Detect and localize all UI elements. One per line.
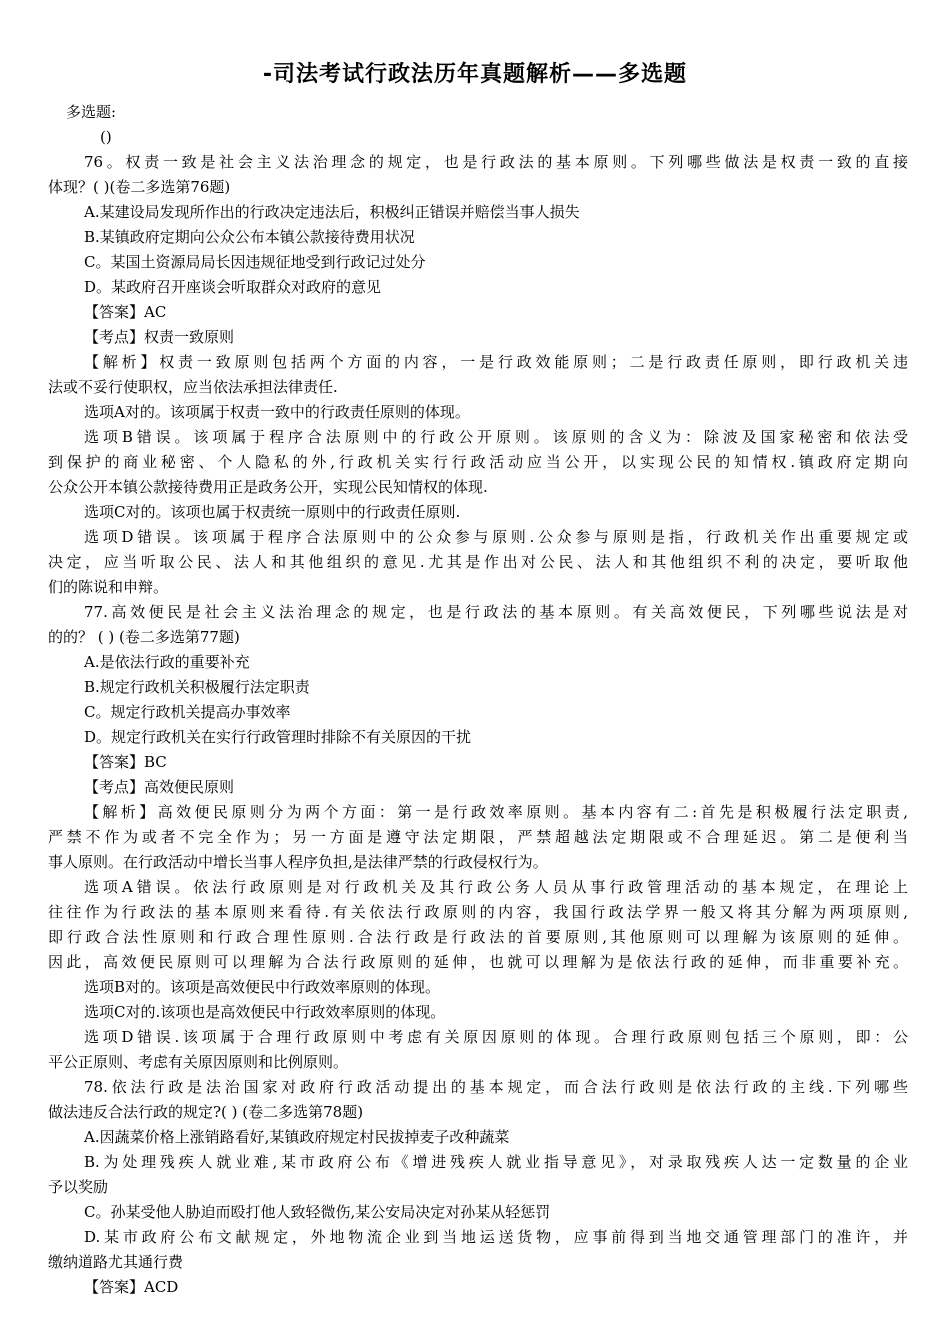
- text-line: 78.依法行政是法治国家对政府行政活动提出的基本规定，而合法行政则是依法行政的主线.下列哪些: [84, 1078, 908, 1096]
- text-line: 76。权责一致是社会主义法治理念的规定，也是行政法的基本原则。下列哪些做法是权责一致的直接: [84, 153, 908, 171]
- text-line: 决定，应当听取公民、法人和其他组织的意见.尤其是作出对公民、法人和其他组织不利的决定，要听取他: [48, 553, 908, 571]
- text-line: 【解析】高效便民原则分为两个方面：第一是行政效率原则。基本内容有二:首先是积极履行法定职责,: [84, 803, 908, 821]
- text-line: D.某市政府公布文献规定，外地物流企业到当地运送货物，应事前得到当地交通管理部门的准许，并: [84, 1228, 908, 1246]
- text-line: 【答案】ACD: [84, 1278, 179, 1296]
- text-line: 【考点】权责一致原则: [84, 328, 235, 346]
- document-body: [48, 100, 908, 1300]
- text-line: 予以奖励: [48, 1178, 109, 1196]
- text-line: 平公正原则、考虑有关原因原则和比例原则。: [48, 1053, 349, 1071]
- text-line: 即行政合法性原则和行政合理性原则.合法行政是行政法的首要原则,其他原则可以理解为该原则的延伸。: [48, 928, 908, 946]
- text-line: 法或不妥行使职权，应当依法承担法律责任.: [48, 378, 338, 396]
- text-line: 选项A对的。该项属于权责一致中的行政责任原则的体现。: [84, 403, 470, 421]
- text-line: 体现？( )(卷二多选第76题): [48, 178, 231, 196]
- text-line: 做法违反合法行政的规定?( ) (卷二多选第78题): [48, 1103, 364, 1121]
- text-line: B.规定行政机关积极履行法定职责: [84, 678, 310, 696]
- document-title: -司法考试行政法历年真题解析——多选题: [262, 62, 688, 87]
- text-line: A.因蔬菜价格上涨销路看好,某镇政府规定村民拔掉麦子改种蔬菜: [84, 1128, 510, 1146]
- text-line: D。某政府召开座谈会听取群众对政府的意见: [84, 278, 382, 296]
- text-line: 【答案】BC: [84, 753, 167, 771]
- text-line: 严禁不作为或者不完全作为；另一方面是遵守法定期限，严禁超越法定期限或不合理延迟。第二是便利当: [48, 828, 908, 846]
- text-line: 选项D错误.该项属于合理行政原则中考虑有关原因原则的体现。合理行政原则包括三个原则，即：公: [84, 1028, 908, 1046]
- text-line: C。孙某受他人胁迫而殴打他人致轻微伤,某公安局决定对孙某从轻惩罚: [84, 1203, 551, 1221]
- text-line: 77.高效便民是社会主义法治理念的规定，也是行政法的基本原则。有关高效便民，下列哪些说法是对: [84, 603, 908, 621]
- text-line: 选项A错误。依法行政原则是对行政机关及其行政公务人员从事行政管理活动的基本规定，在理论上: [84, 878, 908, 896]
- text-line: 到保护的商业秘密、个人隐私的外,行政机关实行行政活动应当公开，以实现公民的知情权.镇政府定期向: [48, 453, 908, 471]
- text-line: 【考点】高效便民原则: [84, 778, 235, 796]
- text-line: A.某建设局发现所作出的行政决定违法后，积极纠正错误并赔偿当事人损失: [84, 203, 580, 221]
- text-line: 缴纳道路尤其通行费: [48, 1253, 184, 1271]
- text-line: C。某国土资源局局长因违规征地受到行政记过处分: [84, 253, 426, 271]
- text-line: B.为处理残疾人就业难,某市政府公布《增进残疾人就业指导意见》，对录取残疾人达一定数量的企业: [84, 1153, 908, 1171]
- text-line: 选项C对的.该项也是高效便民中行政效率原则的体现。: [84, 1003, 446, 1021]
- text-line: C。规定行政机关提高办事效率: [84, 703, 291, 721]
- text-line: 事人原则。在行政活动中增长当事人程序负担,是法律严禁的行政侵权行为。: [48, 853, 548, 871]
- text-line: D。规定行政机关在实行行政管理时排除不有关原因的干扰: [84, 728, 472, 746]
- text-line: (): [100, 128, 112, 146]
- text-line: 选项C对的。该项也属于权责统一原则中的行政责任原则.: [84, 503, 461, 521]
- text-line: 【解析】权责一致原则包括两个方面的内容，一是行政效能原则；二是行政责任原则，即行政机关违: [84, 353, 908, 371]
- text-line: A.是依法行政的重要补充: [84, 653, 250, 671]
- text-line: 们的陈说和申辩。: [48, 578, 169, 596]
- text-line: B.某镇政府定期向公众公布本镇公款接待费用状况: [84, 228, 415, 246]
- text-line: 选项B错误。该项属于程序合法原则中的行政公开原则。该原则的含义为：除波及国家秘密和依法受: [84, 428, 908, 446]
- text-line: 的的？ ( ) (卷二多选第77题): [48, 628, 240, 646]
- text-line: 【答案】AC: [84, 303, 167, 321]
- text-line: 多选题:: [66, 103, 117, 121]
- text-line: 公众公开本镇公款接待费用正是政务公开，实现公民知情权的体现.: [48, 478, 488, 496]
- text-line: 选项D错误。该项属于程序合法原则中的公众参与原则.公众参与原则是指，行政机关作出重要规定或: [84, 528, 908, 546]
- text-line: 往往作为行政法的基本原则来看待.有关依法行政原则的内容，我国行政法学界一般又将其分解为两项原则,: [48, 903, 908, 921]
- text-line: 因此，高效便民原则可以理解为合法行政原则的延伸，也就可以理解为是依法行政的延伸，而非重要补充。: [48, 953, 908, 971]
- text-line: 选项B对的。该项是高效便民中行政效率原则的体现。: [84, 978, 441, 996]
